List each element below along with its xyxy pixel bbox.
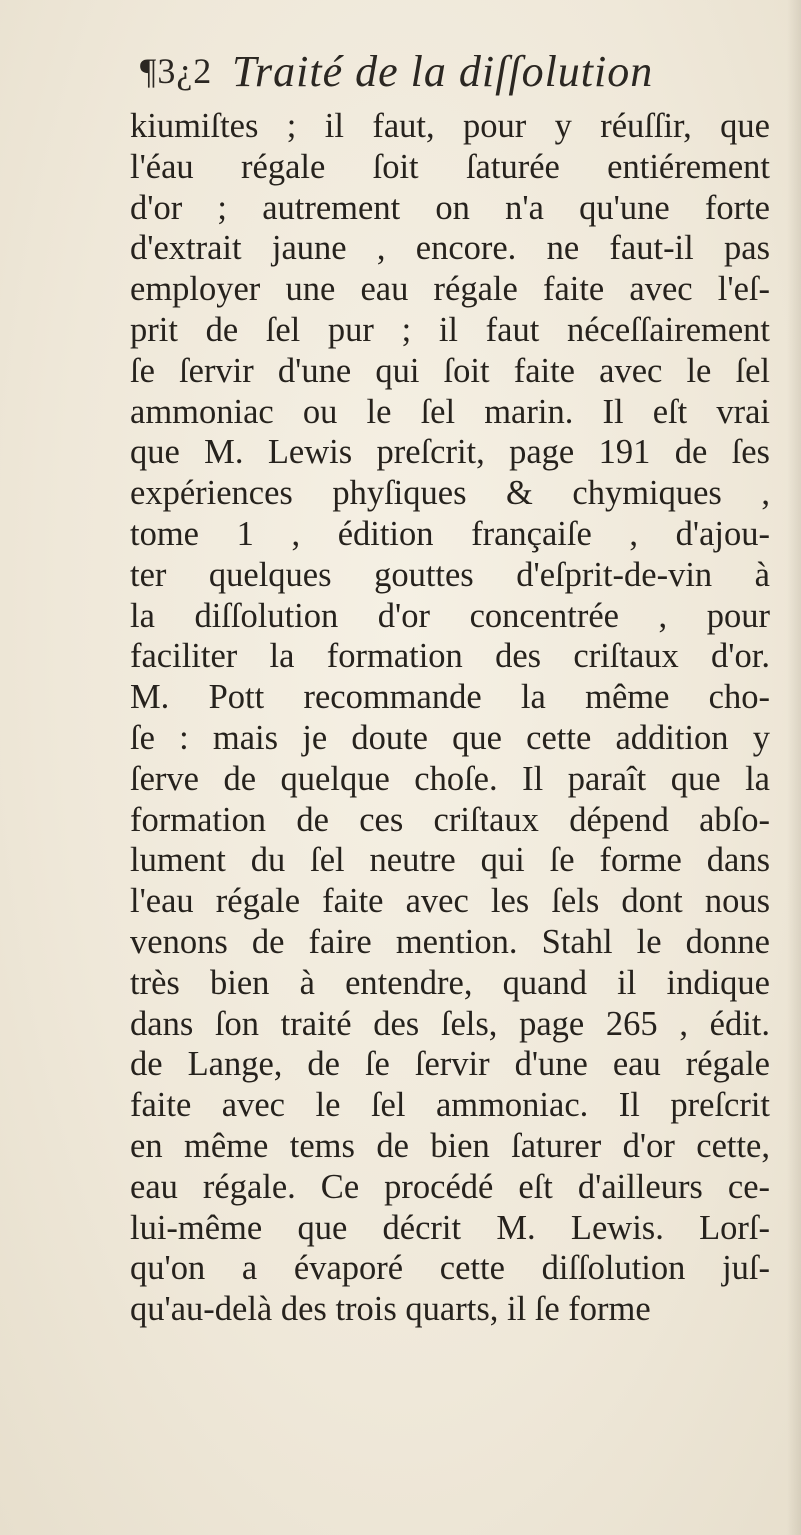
running-title: Traité de la diſſolution <box>232 47 654 96</box>
text-line: employer une eau régale faite avec l'eſ- <box>130 270 770 309</box>
text-line: formation de ces criſtaux dépend abſo- <box>130 800 770 839</box>
text-line: M. Pott recommande la même cho- <box>130 678 770 717</box>
text-line: que M. Lewis preſcrit, page 191 de ſes <box>130 433 770 472</box>
text-line: qu'on a évaporé cette diſſolution juſ- <box>130 1249 770 1288</box>
text-line: expériences phyſiques & chymiques , <box>130 474 770 513</box>
text-line: ammoniac ou le ſel marin. Il eſt vrai <box>130 392 770 431</box>
text-line: la diſſolution d'or concentrée , pour <box>130 596 770 635</box>
text-line: prit de ſel pur ; il faut néceſſairement <box>130 310 770 349</box>
text-line: d'or ; autrement on n'a qu'une forte <box>130 188 770 227</box>
text-line: l'éau régale ſoit ſaturée entiérement <box>130 147 770 186</box>
text-line: kiumiſtes ; il faut, pour y réuſſir, que <box>130 107 770 145</box>
text-line: eau régale. Ce procédé eſt d'ailleurs ce- <box>130 1167 770 1206</box>
text-line: venons de faire mention. Stahl le donne <box>130 922 770 961</box>
text-line: ter quelques gouttes d'eſprit-de-vin à <box>130 555 770 594</box>
text-line: ſe : mais je doute que cette addition y <box>130 718 770 757</box>
page-number: ¶3¿2 <box>140 51 213 91</box>
text-line: lui-même que décrit M. Lewis. Lorſ- <box>130 1208 770 1247</box>
text-line: ſerve de quelque choſe. Il paraît que la <box>130 759 770 798</box>
page-edge-shadow <box>787 0 801 1535</box>
text-line: en même tems de bien ſaturer d'or cette, <box>130 1126 770 1165</box>
text-line: ſe ſervir d'une qui ſoit faite avec le ſel <box>130 351 770 390</box>
text-line: très bien à entendre, quand il indique <box>130 963 770 1002</box>
text-line: de Lange, de ſe ſervir d'une eau régale <box>130 1045 770 1084</box>
text-line: dans ſon traité des ſels, page 265 , édit. <box>130 1004 770 1043</box>
text-line: d'extrait jaune , encore. ne faut-il pas <box>130 229 770 268</box>
text-line: faite avec le ſel ammoniac. Il preſcrit <box>130 1086 770 1125</box>
text-line: qu'au-delà des trois quarts, il ſe forme <box>130 1290 651 1329</box>
text-line: faciliter la formation des criſtaux d'or. <box>130 637 770 676</box>
text-line: l'eau régale faite avec les ſels dont nous <box>130 882 770 921</box>
body-text <box>130 106 770 1330</box>
page-header <box>140 46 700 106</box>
text-line: lument du ſel neutre qui ſe forme dans <box>130 841 770 880</box>
text-line: tome 1 , édition françaiſe , d'ajou- <box>130 514 770 553</box>
